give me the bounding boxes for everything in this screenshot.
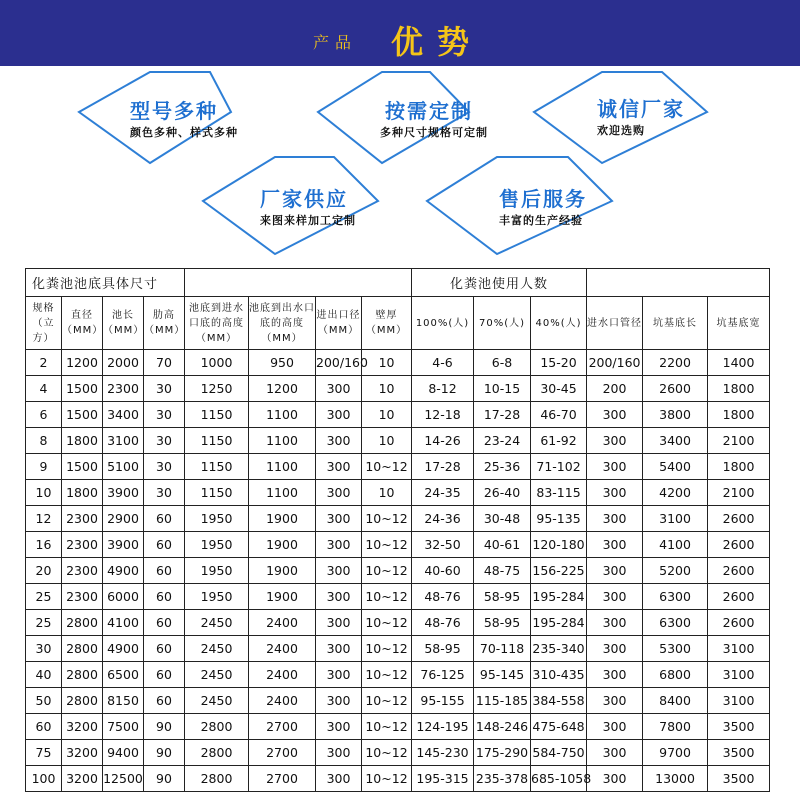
table-row (26, 584, 770, 610)
table-cell: 310-435 (531, 662, 587, 688)
table-row (26, 506, 770, 532)
table-cell: 60 (144, 584, 185, 610)
table-cell: 2900 (103, 506, 144, 532)
table-cell: 2800 (62, 610, 103, 636)
table-cell: 3100 (643, 506, 708, 532)
table-cell: 120-180 (531, 532, 587, 558)
table-cell: 30 (144, 454, 185, 480)
table-cell: 300 (587, 506, 643, 532)
table-cell: 300 (587, 688, 643, 714)
table-cell: 30 (26, 636, 62, 662)
table-cell: 300 (587, 454, 643, 480)
table-cell: 6 (26, 402, 62, 428)
table-cell: 6300 (643, 584, 708, 610)
table-cell: 1800 (708, 376, 770, 402)
table-cell: 5300 (643, 636, 708, 662)
table-column-header-row (26, 297, 770, 350)
table-row (26, 636, 770, 662)
table-cell: 10~12 (362, 454, 412, 480)
table-cell: 300 (316, 558, 362, 584)
table-cell: 2200 (643, 350, 708, 376)
table-cell: 175-290 (474, 740, 531, 766)
table-cell: 58-95 (474, 610, 531, 636)
table-cell: 2600 (643, 376, 708, 402)
table-cell: 2600 (708, 558, 770, 584)
banner-title: 优势 (391, 23, 484, 61)
table-cell: 3100 (103, 428, 144, 454)
table-cell: 1150 (185, 454, 249, 480)
table-cell: 300 (587, 584, 643, 610)
table-cell: 25 (26, 584, 62, 610)
table-cell: 17-28 (412, 454, 474, 480)
table-row (26, 532, 770, 558)
table-cell: 60 (144, 506, 185, 532)
table-cell: 10~12 (362, 506, 412, 532)
table-cell: 235-378 (474, 766, 531, 792)
table-cell: 60 (144, 662, 185, 688)
table-row (26, 610, 770, 636)
table-cell: 3800 (643, 402, 708, 428)
table-cell: 20 (26, 558, 62, 584)
table-cell: 1100 (249, 402, 316, 428)
table-cell: 24-36 (412, 506, 474, 532)
table-cell: 1100 (249, 454, 316, 480)
table-cell: 26-40 (474, 480, 531, 506)
table-cell: 195-315 (412, 766, 474, 792)
table-row (26, 688, 770, 714)
table-cell: 60 (144, 636, 185, 662)
table-cell: 2800 (185, 714, 249, 740)
table-cell: 7800 (643, 714, 708, 740)
table-cell: 61-92 (531, 428, 587, 454)
table-cell: 2800 (62, 662, 103, 688)
table-cell: 1800 (708, 402, 770, 428)
feature-title: 型号多种 (130, 99, 218, 123)
column-header: 坑基底长 (643, 297, 708, 350)
table-row (26, 350, 770, 376)
table-cell: 10~12 (362, 740, 412, 766)
table-cell: 300 (316, 428, 362, 454)
table-cell: 2800 (185, 766, 249, 792)
table-cell: 2100 (708, 428, 770, 454)
table-cell: 2400 (249, 636, 316, 662)
table-cell: 60 (144, 610, 185, 636)
table-group-header-row (26, 269, 770, 297)
feature-card-service (499, 187, 587, 229)
table-cell: 300 (316, 714, 362, 740)
table-cell: 10~12 (362, 584, 412, 610)
table-cell: 9400 (103, 740, 144, 766)
table-cell: 76-125 (412, 662, 474, 688)
table-cell: 58-95 (412, 636, 474, 662)
table-cell: 300 (316, 740, 362, 766)
table-cell: 1250 (185, 376, 249, 402)
table-cell: 2300 (62, 558, 103, 584)
table-cell: 300 (587, 532, 643, 558)
table-cell: 200 (587, 376, 643, 402)
column-header: 壁厚（MM） (362, 297, 412, 350)
table-cell: 300 (587, 766, 643, 792)
column-header: 进水口管径 (587, 297, 643, 350)
table-cell: 3400 (103, 402, 144, 428)
table-cell: 3200 (62, 740, 103, 766)
table-cell: 60 (144, 558, 185, 584)
table-cell: 1950 (185, 532, 249, 558)
table-cell: 3200 (62, 766, 103, 792)
table-cell: 8 (26, 428, 62, 454)
table-cell: 10~12 (362, 662, 412, 688)
table-cell: 2450 (185, 610, 249, 636)
table-cell: 1800 (62, 428, 103, 454)
table-cell: 60 (26, 714, 62, 740)
table-row (26, 740, 770, 766)
feature-subtitle: 欢迎选购 (597, 124, 645, 137)
feature-card-custom (380, 99, 488, 141)
table-cell: 10~12 (362, 610, 412, 636)
table-cell: 145-230 (412, 740, 474, 766)
table-row (26, 714, 770, 740)
table-cell: 1500 (62, 402, 103, 428)
feature-title: 厂家供应 (260, 187, 348, 211)
table-row (26, 480, 770, 506)
table-cell: 3400 (643, 428, 708, 454)
table-cell: 3500 (708, 766, 770, 792)
table-cell: 10~12 (362, 532, 412, 558)
table-cell: 300 (316, 532, 362, 558)
table-cell: 1100 (249, 480, 316, 506)
table-body (26, 350, 770, 792)
table-cell: 2450 (185, 636, 249, 662)
table-cell: 10 (362, 402, 412, 428)
table-cell: 1500 (62, 454, 103, 480)
table-cell: 95-155 (412, 688, 474, 714)
table-cell: 1900 (249, 506, 316, 532)
table-cell: 300 (587, 662, 643, 688)
table-cell: 2700 (249, 714, 316, 740)
group-header-blank-right (587, 269, 770, 297)
table-cell: 25 (26, 610, 62, 636)
table-cell: 300 (587, 558, 643, 584)
table-cell: 8-12 (412, 376, 474, 402)
banner-subtitle: 产品 (313, 33, 358, 52)
table-cell: 7500 (103, 714, 144, 740)
table-cell: 1950 (185, 506, 249, 532)
table-cell: 10~12 (362, 714, 412, 740)
column-header: 100%(人) (412, 297, 474, 350)
table-cell: 12500 (103, 766, 144, 792)
table-cell: 300 (316, 376, 362, 402)
table-cell: 2100 (708, 480, 770, 506)
feature-subtitle: 多种尺寸规格可定制 (380, 126, 488, 139)
table-cell: 1200 (249, 376, 316, 402)
table-cell: 6500 (103, 662, 144, 688)
header-banner (0, 0, 800, 66)
table-cell: 30 (144, 402, 185, 428)
diamond-outlines (0, 66, 800, 264)
table-cell: 685-1058 (531, 766, 587, 792)
feature-title: 按需定制 (385, 99, 473, 123)
table-cell: 23-24 (474, 428, 531, 454)
group-header-people: 化粪池使用人数 (412, 269, 587, 297)
table-cell: 2300 (62, 584, 103, 610)
table-cell: 10~12 (362, 688, 412, 714)
table-cell: 300 (587, 480, 643, 506)
table-cell: 235-340 (531, 636, 587, 662)
column-header: 池长（MM） (103, 297, 144, 350)
table-cell: 475-648 (531, 714, 587, 740)
table-cell: 1900 (249, 558, 316, 584)
feature-title: 售后服务 (499, 187, 587, 211)
table-cell: 10-15 (474, 376, 531, 402)
table-cell: 30-48 (474, 506, 531, 532)
table-cell: 10~12 (362, 636, 412, 662)
table-cell: 48-75 (474, 558, 531, 584)
table-cell: 95-135 (531, 506, 587, 532)
table-cell: 24-35 (412, 480, 474, 506)
table-cell: 30 (144, 428, 185, 454)
table-cell: 300 (587, 714, 643, 740)
table-cell: 124-195 (412, 714, 474, 740)
column-header: 池底到进水口底的高度（MM） (185, 297, 249, 350)
feature-card-factory (260, 187, 356, 229)
table-cell: 156-225 (531, 558, 587, 584)
table-row (26, 428, 770, 454)
table-cell: 100 (26, 766, 62, 792)
table-cell: 10 (362, 480, 412, 506)
table-cell: 148-246 (474, 714, 531, 740)
table-cell: 50 (26, 688, 62, 714)
feature-card-trust (597, 97, 685, 139)
table-cell: 8400 (643, 688, 708, 714)
table-cell: 1000 (185, 350, 249, 376)
table-cell: 1800 (708, 454, 770, 480)
table-cell: 3100 (708, 662, 770, 688)
table-cell: 6-8 (474, 350, 531, 376)
column-header: 池底到出水口底的高度（MM） (249, 297, 316, 350)
table-cell: 95-145 (474, 662, 531, 688)
table-cell: 14-26 (412, 428, 474, 454)
table-cell: 2600 (708, 610, 770, 636)
table-cell: 300 (316, 636, 362, 662)
table-cell: 1800 (62, 480, 103, 506)
table-cell: 10 (362, 428, 412, 454)
table-cell: 2800 (62, 688, 103, 714)
table-cell: 4 (26, 376, 62, 402)
table-cell: 30 (144, 376, 185, 402)
table-cell: 300 (316, 454, 362, 480)
table-cell: 4100 (103, 610, 144, 636)
table-cell: 30-45 (531, 376, 587, 402)
table-cell: 300 (316, 688, 362, 714)
table-cell: 300 (587, 428, 643, 454)
table-cell: 6300 (643, 610, 708, 636)
spec-table (25, 268, 770, 792)
table-cell: 2600 (708, 584, 770, 610)
table-row (26, 662, 770, 688)
table-cell: 58-95 (474, 584, 531, 610)
table-cell: 40 (26, 662, 62, 688)
group-header-blank (185, 269, 412, 297)
table-row (26, 766, 770, 792)
table-cell: 4100 (643, 532, 708, 558)
table-cell: 2300 (103, 376, 144, 402)
table-cell: 2300 (62, 532, 103, 558)
table-cell: 48-76 (412, 584, 474, 610)
table-cell: 90 (144, 740, 185, 766)
table-cell: 3200 (62, 714, 103, 740)
table-cell: 1950 (185, 558, 249, 584)
table-cell: 10 (362, 350, 412, 376)
column-header: 规格（立方） (26, 297, 62, 350)
table-row (26, 558, 770, 584)
table-cell: 32-50 (412, 532, 474, 558)
table-cell: 48-76 (412, 610, 474, 636)
table-cell: 2800 (62, 636, 103, 662)
table-row (26, 376, 770, 402)
table-cell: 5200 (643, 558, 708, 584)
table-cell: 6800 (643, 662, 708, 688)
table-cell: 3500 (708, 740, 770, 766)
table-cell: 1950 (185, 584, 249, 610)
feature-subtitle: 颜色多种、样式多种 (130, 126, 238, 139)
table-cell: 15-20 (531, 350, 587, 376)
table-cell: 40-61 (474, 532, 531, 558)
table-cell: 4-6 (412, 350, 474, 376)
table-row (26, 454, 770, 480)
table-cell: 4900 (103, 558, 144, 584)
table-cell: 300 (316, 506, 362, 532)
table-cell: 1150 (185, 480, 249, 506)
column-header: 坑基底宽 (708, 297, 770, 350)
table-cell: 3900 (103, 532, 144, 558)
table-row (26, 402, 770, 428)
table-cell: 2800 (185, 740, 249, 766)
table-cell: 71-102 (531, 454, 587, 480)
table-cell: 1200 (62, 350, 103, 376)
table-cell: 46-70 (531, 402, 587, 428)
table-cell: 1900 (249, 532, 316, 558)
table-cell: 25-36 (474, 454, 531, 480)
table-cell: 300 (316, 766, 362, 792)
table-cell: 2300 (62, 506, 103, 532)
table-cell: 384-558 (531, 688, 587, 714)
table-cell: 5100 (103, 454, 144, 480)
feature-title: 诚信厂家 (597, 97, 685, 121)
table-cell: 70 (144, 350, 185, 376)
table-cell: 13000 (643, 766, 708, 792)
table-cell: 1100 (249, 428, 316, 454)
table-cell: 300 (587, 740, 643, 766)
table-cell: 12-18 (412, 402, 474, 428)
table-cell: 300 (316, 402, 362, 428)
table-cell: 300 (316, 662, 362, 688)
table-cell: 950 (249, 350, 316, 376)
table-cell: 6000 (103, 584, 144, 610)
table-cell: 90 (144, 714, 185, 740)
column-header: 40%(人) (531, 297, 587, 350)
table-cell: 2 (26, 350, 62, 376)
group-header-dimensions: 化粪池池底具体尺寸 (26, 269, 185, 297)
features-section (0, 66, 800, 264)
table-cell: 70-118 (474, 636, 531, 662)
table-cell: 10 (362, 376, 412, 402)
table-cell: 30 (144, 480, 185, 506)
table-cell: 10~12 (362, 558, 412, 584)
table-cell: 40-60 (412, 558, 474, 584)
table-cell: 5400 (643, 454, 708, 480)
table-cell: 3100 (708, 636, 770, 662)
table-cell: 300 (587, 636, 643, 662)
feature-subtitle: 来图来样加工定制 (260, 214, 356, 227)
table-cell: 1400 (708, 350, 770, 376)
table-cell: 9 (26, 454, 62, 480)
table-cell: 115-185 (474, 688, 531, 714)
table-cell: 9700 (643, 740, 708, 766)
table-cell: 2700 (249, 740, 316, 766)
table-cell: 2450 (185, 688, 249, 714)
table-cell: 3100 (708, 688, 770, 714)
table-cell: 2600 (708, 506, 770, 532)
column-header: 肋高（MM） (144, 297, 185, 350)
feature-card-models (130, 99, 238, 141)
feature-subtitle: 丰富的生产经验 (499, 214, 583, 227)
table-cell: 3500 (708, 714, 770, 740)
column-header: 70%(人) (474, 297, 531, 350)
table-cell: 195-284 (531, 610, 587, 636)
table-cell: 1150 (185, 428, 249, 454)
table-cell: 2000 (103, 350, 144, 376)
table-cell: 300 (316, 584, 362, 610)
table-cell: 1900 (249, 584, 316, 610)
table-cell: 16 (26, 532, 62, 558)
table-cell: 195-284 (531, 584, 587, 610)
table-cell: 2600 (708, 532, 770, 558)
table-cell: 4200 (643, 480, 708, 506)
column-header: 直径（MM） (62, 297, 103, 350)
table-cell: 8150 (103, 688, 144, 714)
table-cell: 2400 (249, 662, 316, 688)
table-cell: 300 (587, 610, 643, 636)
table-cell: 2400 (249, 688, 316, 714)
table-cell: 2700 (249, 766, 316, 792)
table-cell: 2450 (185, 662, 249, 688)
table-cell: 300 (316, 610, 362, 636)
table-cell: 83-115 (531, 480, 587, 506)
table-cell: 90 (144, 766, 185, 792)
table-cell: 1150 (185, 402, 249, 428)
table-cell: 200/160 (587, 350, 643, 376)
table-cell: 200/160 (316, 350, 362, 376)
table-cell: 60 (144, 532, 185, 558)
table-cell: 300 (316, 480, 362, 506)
table-cell: 4900 (103, 636, 144, 662)
table-cell: 1500 (62, 376, 103, 402)
table-cell: 17-28 (474, 402, 531, 428)
column-header: 进出口径（MM） (316, 297, 362, 350)
table-cell: 584-750 (531, 740, 587, 766)
table-cell: 3900 (103, 480, 144, 506)
table-cell: 75 (26, 740, 62, 766)
table-cell: 10 (26, 480, 62, 506)
table-cell: 10~12 (362, 766, 412, 792)
table-cell: 300 (587, 402, 643, 428)
table-cell: 12 (26, 506, 62, 532)
table-cell: 60 (144, 688, 185, 714)
table-cell: 2400 (249, 610, 316, 636)
